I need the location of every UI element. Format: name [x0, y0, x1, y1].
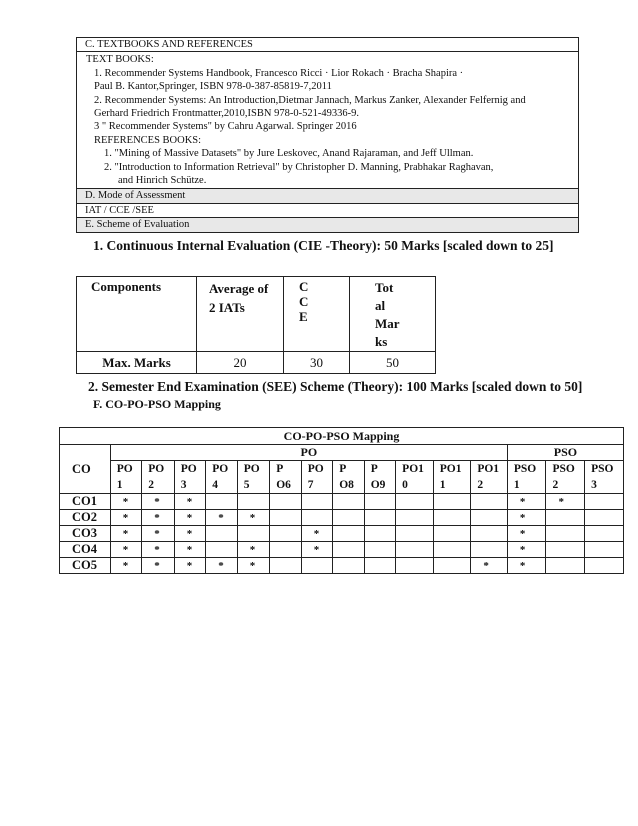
column-header-line-2: 5 [243, 479, 250, 491]
mapping-cell: * [546, 494, 585, 510]
textbook-2-line-2: Gerhard Friedrich Frontmatter,2010,ISBN 978-0-521-49336-9. [94, 108, 359, 120]
mapping-cell: * [110, 526, 141, 542]
co-header: CO [60, 445, 111, 494]
mapping-cell [237, 494, 270, 510]
mapping-cell: * [142, 494, 175, 510]
cie-header-cce-text: C C E [299, 279, 309, 324]
reference-2-line-1: 2. "Introduction to Information Retrieval" by Christopher D. Manning, Prabhakar Raghavan, [104, 161, 494, 173]
mapping-cell: * [507, 558, 546, 574]
mapping-cell: * [174, 558, 205, 574]
mapping-cell: * [206, 510, 237, 526]
column-header-line-1: PO [243, 463, 260, 475]
column-header [270, 461, 301, 494]
textbook-3: 3 " Recommender Systems" by Cahru Agarwal. Springer 2016 [94, 121, 357, 133]
cie-value-average: 20 [197, 352, 284, 374]
column-header-line-2: 2 [148, 479, 155, 491]
column-header-line-1: PO1 [439, 463, 462, 475]
column-header-line-1: PO [212, 463, 229, 475]
column-header-line-2: 7 [307, 479, 314, 491]
column-header [396, 461, 434, 494]
mapping-cell [433, 526, 471, 542]
reference-2-line-2: and Hinrich Schütze. [118, 175, 207, 187]
cie-header-average [197, 277, 284, 352]
mapping-cell [333, 510, 364, 526]
mapping-cell: * [174, 494, 205, 510]
mode-of-assessment-value: IAT / CCE /SEE [77, 204, 578, 218]
mapping-cell [237, 526, 270, 542]
mapping-cell [546, 542, 585, 558]
mapping-cell [471, 542, 508, 558]
mapping-cell [585, 558, 624, 574]
mapping-cell [364, 510, 395, 526]
column-header [174, 461, 205, 494]
mapping-cell [396, 542, 434, 558]
mapping-cell [585, 526, 624, 542]
cie-header-components [77, 277, 197, 352]
mapping-cell [301, 558, 332, 574]
mapping-cell [301, 510, 332, 526]
column-header [364, 461, 395, 494]
mapping-cell [206, 542, 237, 558]
mapping-cell: * [142, 542, 175, 558]
mapping-cell: * [142, 558, 175, 574]
mapping-cell [333, 494, 364, 510]
column-header-line-2: 3 [591, 479, 597, 491]
column-header-line-1: PO [180, 463, 197, 475]
column-header [507, 461, 546, 494]
mapping-cell [433, 494, 471, 510]
co-label: CO5 [60, 558, 111, 574]
column-header-line-2: 0 [402, 479, 408, 491]
textbook-1-line-1: 1. Recommender Systems Handbook, Francesco Ricci · Lior Rokach · Bracha Shapira · [94, 67, 464, 79]
column-header-line-2: 3 [180, 479, 187, 491]
mapping-cell: * [142, 526, 175, 542]
references-label: REFERENCES BOOKS: [94, 134, 202, 146]
textbook-2-line-1: 2. Recommender Systems: An Introduction,Dietmar Jannach, Markus Zanker, Alexander Felfernig and [94, 94, 526, 106]
mapping-cell [471, 510, 508, 526]
mapping-cell [433, 542, 471, 558]
column-header [471, 461, 508, 494]
mapping-cell [364, 526, 395, 542]
mapping-cell [364, 558, 395, 574]
mapping-cell [433, 558, 471, 574]
mapping-cell: * [174, 526, 205, 542]
mapping-cell [471, 526, 508, 542]
pso-group-header: PSO [507, 445, 623, 461]
reference-1: 1. "Mining of Massive Datasets" by Jure Leskovec, Anand Rajaraman, and Jeff Ullman. [104, 148, 474, 160]
column-header-line-2: 2 [552, 479, 559, 491]
mapping-cell: * [507, 542, 546, 558]
mapping-cell [270, 494, 301, 510]
mapping-cell: * [301, 526, 332, 542]
mapping-cell [585, 542, 624, 558]
mapping-cell [396, 558, 434, 574]
column-header-line-2: 1 [513, 479, 520, 491]
column-header [585, 461, 624, 494]
mapping-cell [433, 510, 471, 526]
column-header-line-2: O9 [370, 479, 386, 491]
mapping-cell [270, 542, 301, 558]
textbook-1-line-2: Paul B. Kantor,Springer, ISBN 978-0-387-85819-7,2011 [94, 81, 332, 93]
mapping-cell [270, 510, 301, 526]
mapping-cell [471, 494, 508, 510]
column-header-line-1: PO [307, 463, 324, 475]
column-header-line-1: PSO [591, 463, 614, 475]
mapping-cell: * [237, 510, 270, 526]
column-header-line-1: PSO [513, 463, 537, 475]
mapping-cell [546, 526, 585, 542]
textbooks-body [77, 52, 578, 189]
column-header [333, 461, 364, 494]
mapping-cell [333, 526, 364, 542]
mapping-cell: * [110, 510, 141, 526]
column-header-line-2: 2 [477, 479, 484, 491]
column-header [237, 461, 270, 494]
mapping-cell [206, 494, 237, 510]
cie-header-cce [284, 277, 350, 352]
column-header-line-2: O8 [339, 479, 354, 491]
column-header-line-1: P [339, 463, 347, 475]
mapping-cell [396, 510, 434, 526]
column-header [301, 461, 332, 494]
scheme-of-evaluation-title: E. Scheme of Evaluation [77, 218, 578, 231]
co-label: CO1 [60, 494, 111, 510]
mapping-cell: * [507, 494, 546, 510]
column-header-line-2: 4 [212, 479, 218, 491]
column-header-line-2: O6 [276, 479, 291, 491]
cie-table [76, 276, 436, 374]
mapping-cell: * [507, 510, 546, 526]
mapping-cell: * [174, 510, 205, 526]
mapping-cell: * [110, 558, 141, 574]
mapping-cell [546, 558, 585, 574]
co-label: CO2 [60, 510, 111, 526]
see-heading: 2. Semester End Examination (SEE) Scheme (Theory): 100 Marks [scaled down to 50] [88, 379, 583, 394]
mapping-cell [585, 510, 624, 526]
mapping-cell [206, 526, 237, 542]
mapping-cell: * [237, 542, 270, 558]
cie-header-total-text: Tot al Mar ks [375, 280, 400, 349]
mapping-cell: * [471, 558, 508, 574]
column-header-line-1: P [370, 463, 378, 475]
column-header-line-1: P [276, 463, 284, 475]
mapping-cell [333, 542, 364, 558]
column-header [546, 461, 585, 494]
column-header [142, 461, 175, 494]
mapping-cell: * [110, 494, 141, 510]
mapping-cell: * [237, 558, 270, 574]
co-label: CO4 [60, 542, 111, 558]
cie-value-cce: 30 [284, 352, 350, 374]
mapping-cell: * [206, 558, 237, 574]
po-group-header: PO [110, 445, 507, 461]
mapping-cell [364, 494, 395, 510]
mapping-cell [396, 494, 434, 510]
table-row [60, 494, 624, 510]
column-header-line-2: 1 [439, 479, 446, 491]
mapping-heading: F. CO-PO-PSO Mapping [93, 397, 221, 411]
mapping-cell [301, 494, 332, 510]
column-header-line-1: PO1 [477, 463, 500, 475]
column-header-line-1: PSO [552, 463, 575, 475]
mapping-cell [270, 558, 301, 574]
table-row [60, 542, 624, 558]
mapping-cell: * [507, 526, 546, 542]
cie-header-average-text: Average of 2 IATs [209, 281, 269, 315]
mapping-cell: * [110, 542, 141, 558]
mapping-cell: * [301, 542, 332, 558]
mapping-cell [585, 494, 624, 510]
column-header [110, 461, 141, 494]
cie-header-total [350, 277, 436, 352]
column-header [206, 461, 237, 494]
mapping-cell: * [174, 542, 205, 558]
mapping-cell [396, 526, 434, 542]
table-row [60, 558, 624, 574]
mapping-cell [546, 510, 585, 526]
co-po-pso-table [59, 427, 624, 574]
mapping-table-title: CO-PO-PSO Mapping [60, 428, 624, 445]
section-c-title: C. TEXTBOOKS AND REFERENCES [77, 38, 578, 52]
column-header [433, 461, 471, 494]
column-header-line-1: PO1 [402, 463, 424, 475]
mapping-cell [333, 558, 364, 574]
column-header-line-2: 1 [116, 479, 123, 491]
cie-header-components-text: Components [91, 279, 162, 294]
textbooks-section [76, 37, 579, 233]
column-header-line-1: PO [116, 463, 133, 475]
column-header-line-1: PO [148, 463, 165, 475]
co-label: CO3 [60, 526, 111, 542]
mapping-cell [364, 542, 395, 558]
mapping-cell: * [142, 510, 175, 526]
cie-row-label: Max. Marks [77, 352, 197, 374]
mode-of-assessment-title: D. Mode of Assessment [77, 189, 578, 203]
mapping-cell [270, 526, 301, 542]
textbooks-label: TEXT BOOKS: [86, 54, 154, 66]
table-row [60, 526, 624, 542]
cie-heading: 1. Continuous Internal Evaluation (CIE -Theory): 50 Marks [scaled down to 25] [93, 238, 554, 253]
table-row [60, 510, 624, 526]
cie-value-total: 50 [350, 352, 436, 374]
